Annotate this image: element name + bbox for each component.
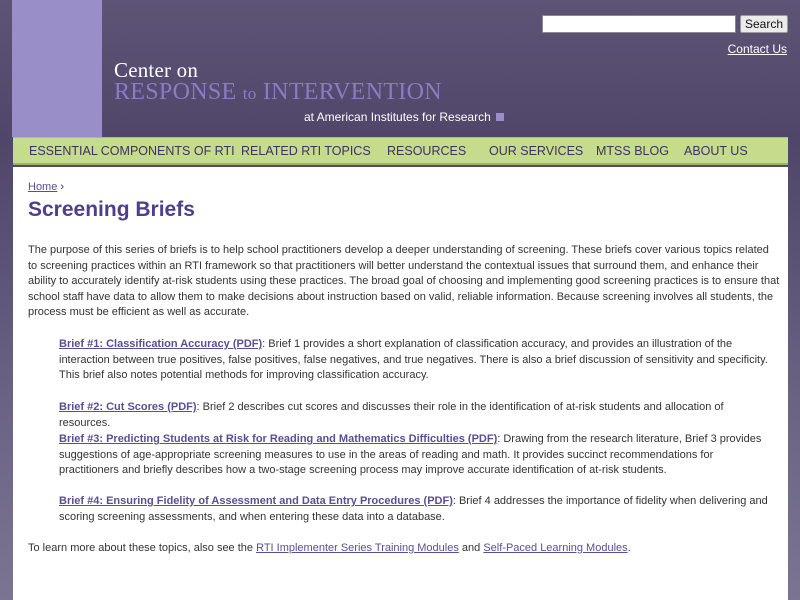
rti-implementer-series-link[interactable]: RTI Implementer Series Training Modules [256,542,459,554]
brief-3-link[interactable]: Brief #3: Predicting Students at Risk for Reading and Mathematics Difficulties (PDF) [59,433,498,445]
logo-line-2[interactable] [114,79,442,106]
brief-2 [59,400,771,431]
brief-1-link[interactable]: Brief #1: Classification Accuracy (PDF) [59,338,263,350]
header-accent-bar [12,0,102,137]
intro-paragraph: The purpose of this series of briefs is to help school practitioners develop a deeper understanding of screening. These briefs cover various topics related to screening practices within an RTI framework so that practitioners will better understand the contextual issues that surround them, and enhance their ability to accurately identify at-risk students using these practices. The broad goal of choosing and implementing good screening practices is to ensure that school staff have data to allow them to make decisions about instruction based on valid, reliable information. Because screening involves all students, the process must be efficient as well as accurate. [28,244,780,319]
main-nav [13,137,788,165]
brief-4-link[interactable]: Brief #4: Ensuring Fidelity of Assessment and Data Entry Procedures (PDF) [59,495,453,507]
page-title: Screening Briefs [28,198,195,221]
contact-us-link[interactable]: Contact Us [727,42,787,56]
nav-our-services[interactable]: OUR SERVICES [489,144,584,158]
nav-essential-components[interactable]: ESSENTIAL COMPONENTS OF RTI [29,144,235,158]
breadcrumb-separator: › [60,181,65,193]
logo-intervention: INTERVENTION [262,79,442,105]
nav-about-us[interactable]: ABOUT US [684,144,748,158]
logo-response: RESPONSE [114,79,237,105]
logo-line-1[interactable]: Center on [114,58,199,82]
search-form [542,15,788,33]
brief-4 [59,494,771,525]
logo-line-3 [304,110,504,124]
outro-paragraph [28,542,631,554]
nav-mtss-blog[interactable]: MTSS BLOG [596,144,669,158]
nav-resources[interactable]: RESOURCES [387,144,467,158]
brief-3-text: : Drawing from the research literature, Brief 3 provides suggestions of age-appropriate screening measures to use in the areas of reading and math. It provides succinct recommendations for practitioners and briefly describes how a two-stage screening process may improve accurate identification of at-risk students. [59,433,762,477]
breadcrumb [28,181,64,193]
brief-1-text: : Brief 1 provides a short explanation of classification accuracy, and provides an illustration of the interaction between true positives, false positives, false negatives, and true negatives. There is also a brief discussion of sensitivity and specificity. This brief also notes potential methods for improving classification accuracy. [59,338,768,382]
search-button[interactable]: Search [740,15,788,33]
outro-suffix: . [627,542,631,554]
logo-air-text: at American Institutes for Research [304,110,491,124]
breadcrumb-home-link[interactable]: Home [28,181,58,193]
logo-to: to [242,84,257,103]
brief-1 [59,337,771,384]
brief-3 [59,432,771,479]
nav-related-rti-topics[interactable]: RELATED RTI TOPICS [241,144,371,158]
brief-4-text: : Brief 4 addresses the importance of fidelity when delivering and scoring screening assessments, and when entering these data into a database. [59,495,768,523]
outro-prefix: To learn more about these topics, also see the [28,542,257,554]
brief-2-text: : Brief 2 describes cut scores and discusses their role in the identification of at-risk students and allocation of resources. [59,401,724,429]
main-content [13,167,788,600]
search-input[interactable] [542,15,736,33]
outro-middle: and [458,542,484,554]
logo-square-icon [496,113,504,121]
self-paced-modules-link[interactable]: Self-Paced Learning Modules [483,542,628,554]
brief-2-link[interactable]: Brief #2: Cut Scores (PDF) [59,401,197,413]
